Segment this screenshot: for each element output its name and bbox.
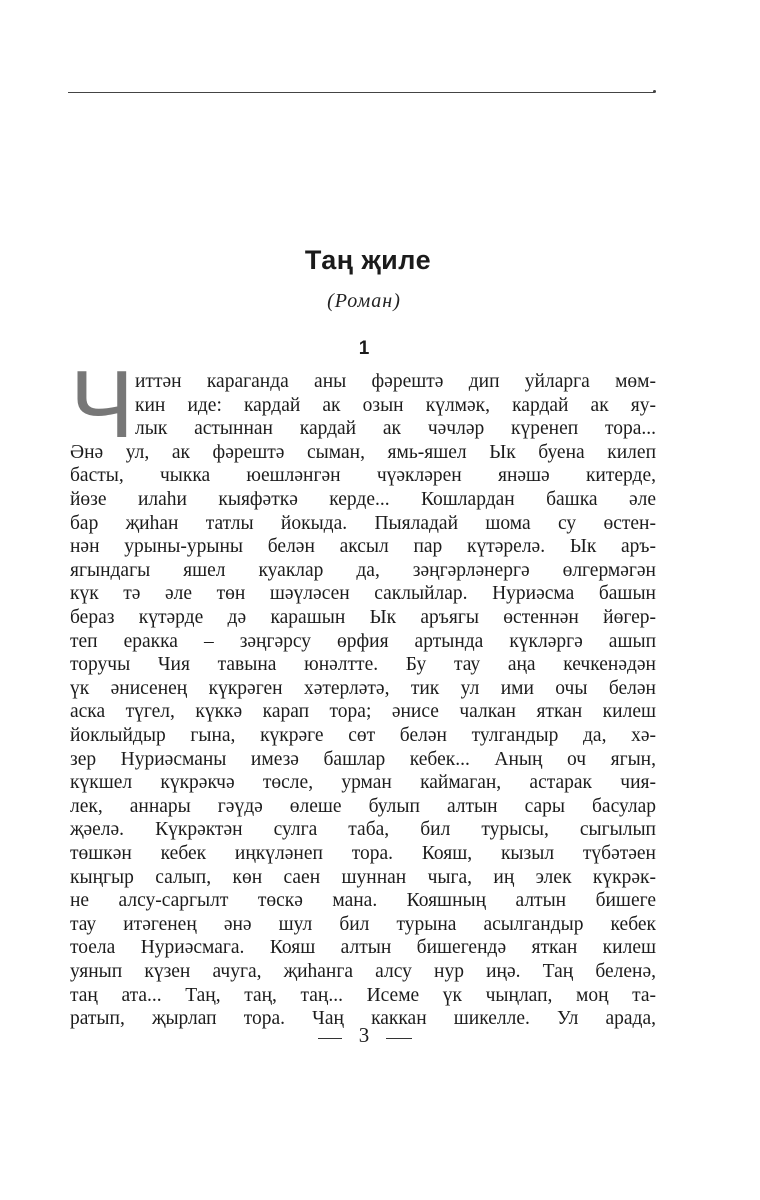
text-line: басты, чыкка юешләнгән чүәкләрен янәшә китерде, bbox=[70, 465, 656, 487]
text-line: төшкән кебек иңкүләнеп тора. Кояш, кызыл түбәтәен bbox=[70, 843, 656, 864]
genre-subtitle: (Роман) bbox=[327, 290, 401, 312]
text-line: аска түгел, күккә карап тора; әнисе чалкан яткан килеш bbox=[70, 701, 656, 723]
text-line: таң ата... Таң, таң, таң... Исеме үк чыңлап, моң та- bbox=[70, 984, 656, 1006]
header-rule-dot bbox=[653, 90, 656, 93]
text-line: күкшел күкрәкчә төсле, урман каймаган, астарак чия- bbox=[70, 772, 656, 794]
drop-cap-letter: Ч bbox=[70, 351, 134, 458]
text-line: не алсу-саргылт төскә мана. Кояшның алтын бишеге bbox=[70, 890, 656, 912]
text-line: лек, аннары гәүдә өлеше булып алтын сары басулар bbox=[70, 795, 656, 817]
text-line: ягындагы яшел куаклар да, зәңгәрләнергә өлгермәгән bbox=[70, 559, 656, 581]
chapter-number: 1 bbox=[358, 338, 370, 359]
text-line: теп еракка – зәңгәрсу өрфия артында күкләргә ашып bbox=[70, 630, 656, 652]
text-line: ратып, җырлап тора. Чаң каккан шикелле. Ул арада, bbox=[70, 1008, 656, 1030]
text-line: үк әнисенең күкрәген хәтерләтә, тик ул ими очы белән bbox=[70, 677, 656, 699]
text-line: тоела Нуриәсмага. Кояш алтын бишегендә яткан килеш bbox=[70, 937, 656, 959]
text-line: торучы Чия тавына юнәлтте. Бу тау аңа кечкенәдән bbox=[70, 654, 656, 676]
text-line: бераз күтәрде дә карашын Ык аръягы өстеннән йөгер- bbox=[70, 607, 656, 628]
text-line: кыңгыр салып, көн саен шуннан чыга, иң элек күкрәк- bbox=[70, 866, 656, 888]
text-line: тау итәгенең әнә шул бил турына асылгандыр кебек bbox=[70, 913, 656, 935]
text-line: зер Нуриәсманы имезә башлар кебек... Аның оч ягын, bbox=[70, 748, 656, 770]
text-line: нән урыны-урыны белән аксыл пар күтәрелә. Ык аръ- bbox=[70, 536, 656, 558]
text-line: уянып күзен ачуга, җиһанга алсу нур иңә. Таң беленә, bbox=[70, 961, 656, 982]
header-rule bbox=[68, 92, 654, 93]
text-line: лык астыннан кардай ак чәчләр күренеп тора... bbox=[135, 418, 656, 440]
text-line: йоклыйдыр гына, күкрәге сөт белән тулгандыр да, хә- bbox=[70, 725, 656, 746]
text-line: күк тә әле төн шәүләсен саклыйлар. Нуриәсма башын bbox=[70, 583, 656, 605]
text-line: җәелә. Күкрәктән сулга таба, бил турысы, сыгылып bbox=[70, 819, 656, 841]
page-number: 3 bbox=[358, 1023, 370, 1047]
page-footer bbox=[0, 1020, 760, 1050]
text-line: иттән караганда аны фәрештә дип уйларга мөм- bbox=[135, 371, 656, 392]
footer-dash-right bbox=[386, 1038, 412, 1039]
text-line: йөзе илаһи кыяфәткә керде... Кошлардан башка әле bbox=[70, 489, 656, 510]
text-line: Әнә ул, ак фәрештә сыман, ямь-яшел Ык буена килеп bbox=[70, 441, 656, 463]
chapter-title: Таң җиле bbox=[304, 245, 432, 275]
text-line: бар җиһан татлы йокыда. Пыяладай шома су өстен- bbox=[70, 512, 656, 534]
footer-dash-left bbox=[318, 1038, 342, 1039]
text-line: кин иде: кардай ак озын күлмәк, кардай ак яу- bbox=[135, 394, 656, 416]
